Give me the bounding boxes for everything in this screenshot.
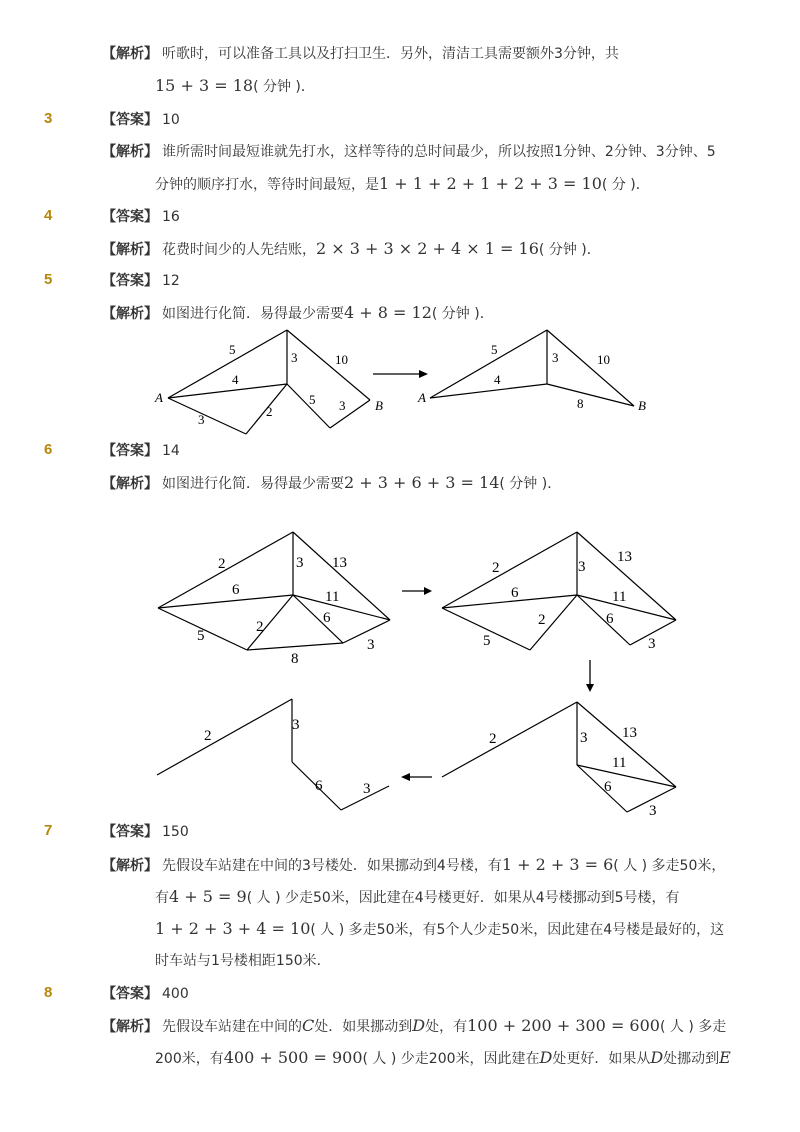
s2-analysis-line1: 【解析】 听歌时，可以准备工具以及打扫卫生．另外，清洁工具需要额外3分钟，共 — [102, 46, 619, 62]
s2-analysis-line2: 15 + 3 = 18( 分钟 )． — [155, 76, 315, 95]
edge-label: 4 — [232, 372, 239, 387]
s5-arrow — [373, 370, 428, 378]
edge-label: 3 — [296, 555, 304, 571]
s5-analysis: 【解析】 如图进行化简．易得最少需要4 + 8 = 12( 分钟 )． — [102, 303, 494, 322]
question-number: 5 — [44, 271, 53, 288]
edge-label: 6 — [315, 778, 323, 794]
edge-label: 4 — [494, 372, 501, 387]
s5-figure-right — [430, 330, 634, 406]
s8-analysis-line2: 200米，有400 + 500 = 900( 人 ) 少走200米，因此建在D处更好．如果从D处挪动到E — [155, 1048, 731, 1067]
edge-label: 6 — [232, 582, 240, 598]
edge-label: 2 — [218, 556, 226, 572]
question-number: 7 — [44, 822, 53, 839]
edge-label: 3 — [367, 637, 375, 653]
edge-label: 11 — [325, 589, 340, 605]
s6-analysis: 【解析】 如图进行化简．易得最少需要2 + 3 + 6 + 3 = 14( 分钟 )． — [102, 473, 562, 492]
vertex-a-label: A — [155, 390, 163, 405]
edge-label: 3 — [552, 350, 559, 365]
edge-label: 3 — [198, 412, 205, 427]
edge-label: 2 — [256, 619, 264, 635]
edge-label: 3 — [292, 717, 300, 733]
s8-analysis-line1: 【解析】 先假设车站建在中间的C处．如果挪动到D处，有100 + 200 + 300 = 600( 人 ) 多走 — [102, 1016, 727, 1035]
s6-figure-1-labels — [197, 555, 375, 667]
s7-analysis-line2: 有4 + 5 = 9( 人 ) 少走50米，因此建在4号楼更好．如果从4号楼挪动到5号楼，有 — [155, 887, 680, 906]
edge-label: 5 — [229, 342, 236, 357]
vertex-b-label: B — [638, 398, 646, 413]
s8-answer: 【答案】 400 — [102, 986, 189, 1002]
edge-label: 5 — [491, 342, 498, 357]
s6-answer: 【答案】 14 — [102, 443, 180, 459]
s3-answer: 【答案】 10 — [102, 112, 180, 128]
edge-label: 5 — [309, 392, 316, 407]
s6-figure-2 — [442, 532, 676, 650]
edge-label: 3 — [363, 781, 371, 797]
edge-label: 2 — [538, 612, 546, 628]
edge-label: 2 — [266, 404, 273, 419]
edge-label: 6 — [606, 611, 614, 627]
edge-label: 13 — [622, 725, 637, 741]
analysis-tag: 【解析】 — [102, 46, 158, 62]
edge-label: 6 — [323, 610, 331, 626]
edge-label: 10 — [335, 352, 348, 367]
edge-label: 8 — [577, 396, 584, 411]
s3-analysis-line1: 【解析】 谁所需时间最短谁就先打水，这样等待的总时间最少，所以按照1分钟、2分钟、3分钟、5 — [102, 144, 716, 160]
s4-analysis: 【解析】 花费时间少的人先结账，2 × 3 + 3 × 2 + 4 × 1 = 16( 分钟 )． — [102, 239, 601, 258]
edge-label: 6 — [604, 779, 612, 795]
edge-label: 3 — [291, 350, 298, 365]
s6-figure-3 — [442, 702, 676, 812]
question-number: 8 — [44, 984, 53, 1001]
s7-analysis-line3: 1 + 2 + 3 + 4 = 10( 人 ) 多走50米，有5个人少走50米，因此建在4号楼是最好的，这 — [155, 919, 725, 938]
question-number: 3 — [44, 110, 53, 127]
edge-label: 3 — [648, 636, 656, 652]
s7-answer: 【答案】 150 — [102, 824, 189, 840]
edge-label: 6 — [511, 585, 519, 601]
s6-figure-4 — [157, 699, 389, 810]
s6-arrow-right — [402, 587, 432, 595]
edge-label: 3 — [339, 398, 346, 413]
edge-label: 3 — [578, 559, 586, 575]
s6-figure-4-labels — [204, 717, 371, 797]
edge-label: 3 — [580, 730, 588, 746]
edge-label: 13 — [332, 555, 347, 571]
s5-answer: 【答案】 12 — [102, 273, 180, 289]
edge-label: 5 — [483, 633, 491, 649]
s3-analysis-line2: 分钟的顺序打水，等待时间最短，是1 + 1 + 2 + 1 + 2 + 3 = 10( 分 )． — [155, 174, 650, 193]
vertex-a-label: A — [418, 390, 426, 405]
s4-answer: 【答案】 16 — [102, 209, 180, 225]
edge-label: 3 — [649, 803, 657, 819]
s6-figure-1 — [158, 532, 390, 650]
edge-label: 2 — [492, 560, 500, 576]
s7-analysis-line4: 时车站与1号楼相距150米． — [155, 953, 331, 969]
s6-arrow-left — [401, 773, 432, 781]
s6-figure-2-labels — [483, 549, 656, 652]
question-number: 6 — [44, 441, 53, 458]
s6-figure-3-labels — [489, 725, 657, 819]
edge-label: 2 — [489, 731, 497, 747]
question-number: 4 — [44, 207, 53, 224]
edge-label: 5 — [197, 628, 205, 644]
edge-label: 13 — [617, 549, 632, 565]
vertex-b-label: B — [375, 398, 383, 413]
s5-figure-right-labels — [417, 342, 646, 413]
edge-label: 2 — [204, 728, 212, 744]
s6-arrow-down — [586, 660, 594, 692]
edge-label: 8 — [291, 651, 299, 667]
edge-label: 10 — [597, 352, 610, 367]
edge-label: 11 — [612, 755, 627, 771]
edge-label: 11 — [612, 589, 627, 605]
s7-analysis-line1: 【解析】 先假设车站建在中间的3号楼处．如果挪动到4号楼，有1 + 2 + 3 = 6( 人 ) 多走50米， — [102, 855, 726, 874]
